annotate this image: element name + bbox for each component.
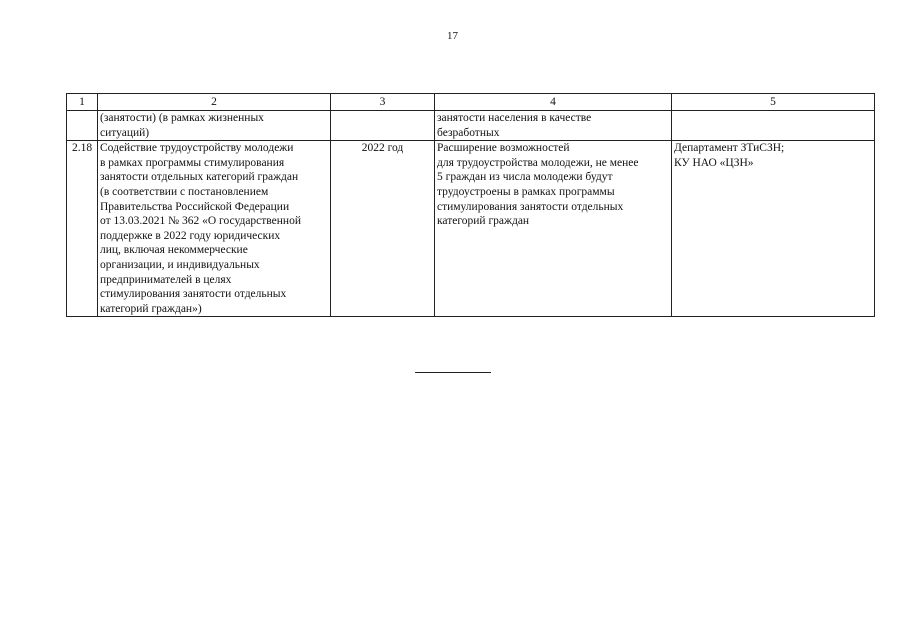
continuation-measure-cell: [98, 111, 331, 141]
text-line: в рамках программы стимулирования: [100, 156, 285, 169]
text-line: (занятости) (в рамках жизненных: [100, 112, 264, 124]
text-line: безработных: [437, 126, 500, 139]
header-col-4: 4: [435, 94, 672, 111]
text-line: (в соответствии с постановлением: [100, 185, 269, 198]
page-number: 17: [447, 30, 458, 42]
executor-cell: [672, 141, 875, 317]
text-line: ситуаций): [100, 126, 150, 139]
header-col-3: 3: [331, 94, 435, 111]
text-line: 5 граждан из числа молодежи будут: [437, 171, 613, 184]
text-line: занятости населения в качестве: [437, 112, 592, 124]
text-line: Содействие трудоустройству молодежи: [100, 142, 294, 155]
text-line: организации, и индивидуальных: [100, 258, 260, 271]
text-line: Расширение возможностей: [437, 142, 570, 155]
program-measures-table: [66, 93, 875, 317]
header-col-2: 2: [98, 94, 331, 111]
continuation-executor-cell: [672, 111, 875, 141]
measure-description-cell: [98, 141, 331, 317]
text-line: Департамент ЗТиСЗН;: [674, 142, 785, 155]
text-line: Правительства Российской Федерации: [100, 200, 290, 213]
text-line: поддержке в 2022 году юридических: [100, 229, 281, 242]
continuation-number-cell: [67, 111, 98, 141]
table-row-continuation: [67, 111, 875, 141]
expected-result-cell: [435, 141, 672, 317]
continuation-result-cell: [435, 111, 672, 141]
text-line: лиц, включая некоммерческие: [100, 244, 248, 257]
header-col-1: 1: [67, 94, 98, 111]
text-line: от 13.03.2021 № 362 «О государственной: [100, 215, 301, 228]
text-line: для трудоустройства молодежи, не менее: [437, 156, 639, 169]
text-line: занятости отдельных категорий граждан: [100, 171, 299, 184]
text-line: стимулирования занятости отдельных: [437, 200, 624, 213]
text-line: стимулирования занятости отдельных: [100, 288, 287, 301]
text-line: КУ НАО «ЦЗН»: [674, 156, 754, 169]
table-row-2-18: [67, 141, 875, 317]
row-number-cell: 2.18: [67, 141, 98, 317]
text-line: категорий граждан»): [100, 302, 202, 315]
text-line: предпринимателей в целях: [100, 273, 232, 286]
table-header-row: [67, 94, 875, 111]
continuation-period-cell: [331, 111, 435, 141]
period-cell: 2022 год: [331, 141, 435, 317]
text-line: трудоустроены в рамках программы: [437, 185, 615, 198]
end-separator-line: [415, 372, 491, 373]
header-col-5: 5: [672, 94, 875, 111]
text-line: категорий граждан: [437, 215, 530, 228]
